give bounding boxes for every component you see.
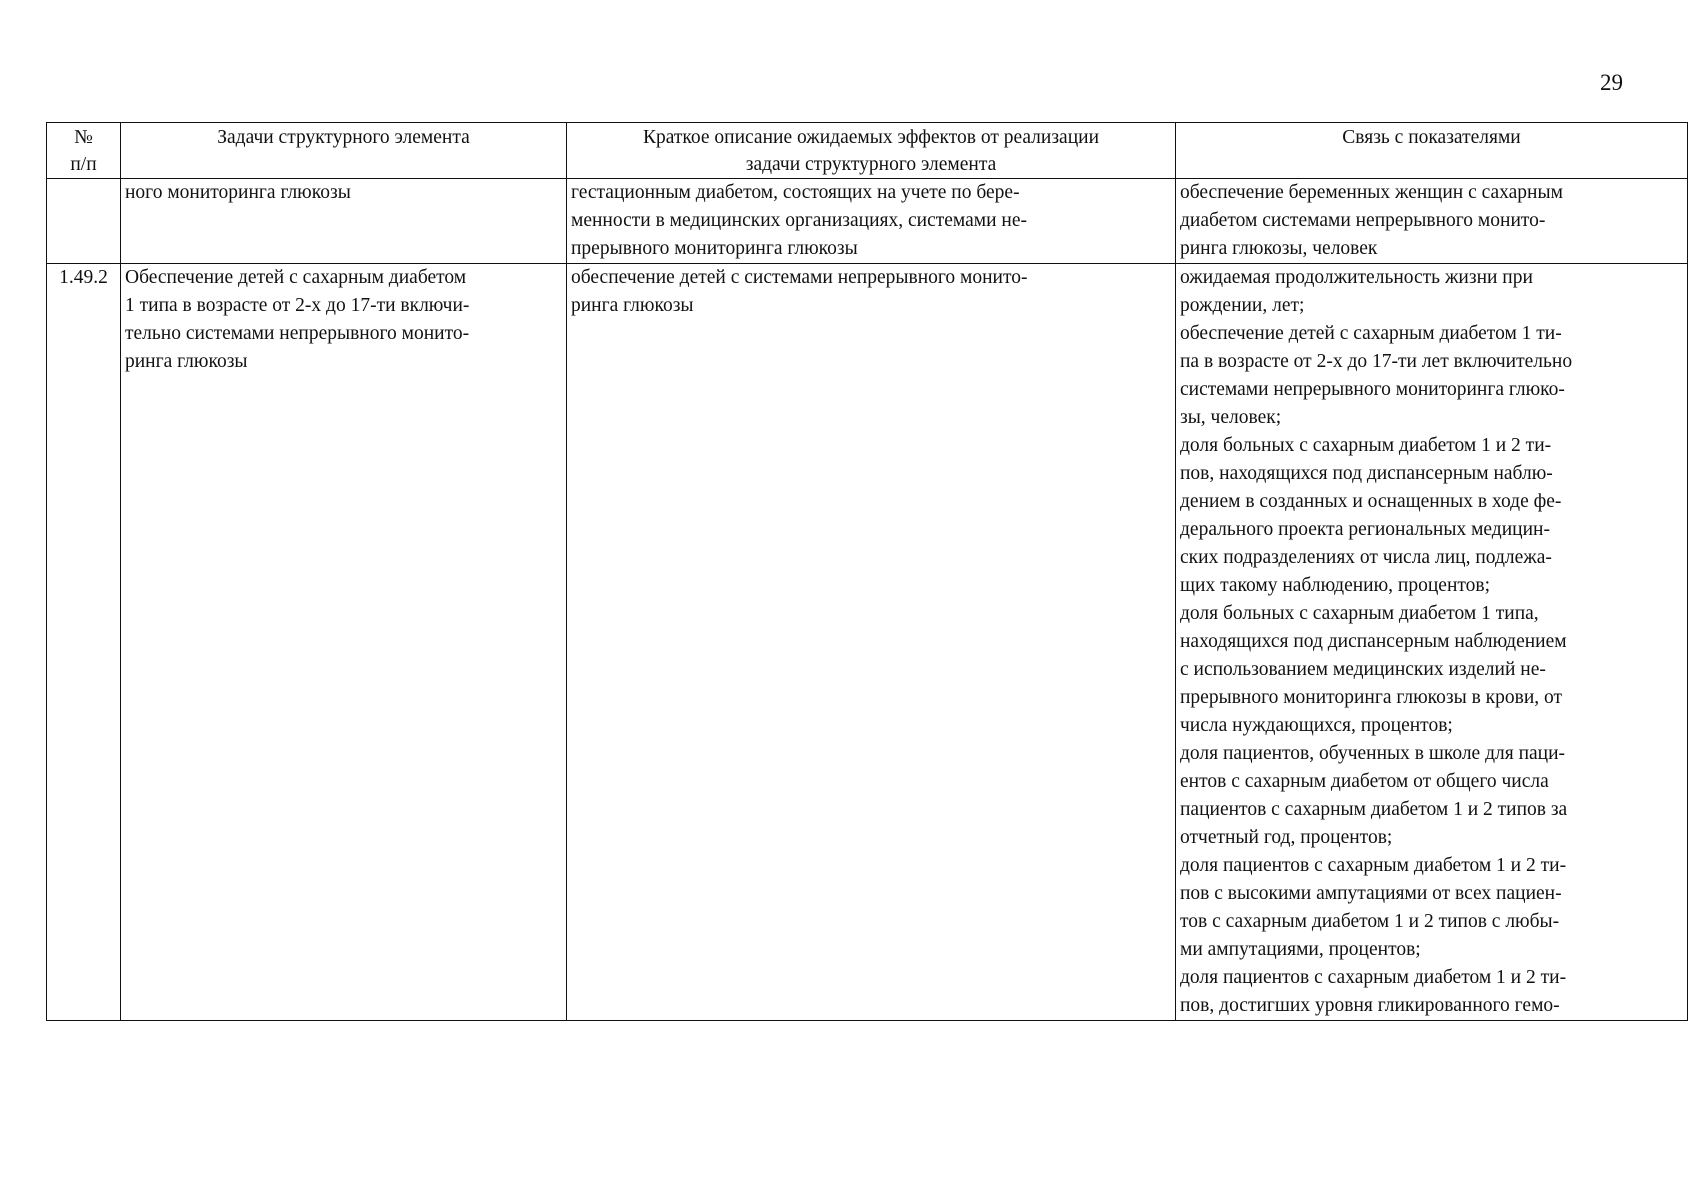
- cell-text-line: тов с сахарным диабетом 1 и 2 типов с любы-: [1180, 911, 1560, 932]
- header-tasks: [121, 123, 567, 179]
- cell-text-line: ских подразделениях от числа лиц, подлежа-: [1180, 547, 1552, 568]
- cell-text-line: обеспечение детей с сахарным диабетом 1 ти-: [1180, 323, 1562, 344]
- cell-text-line: пов, находящихся под диспансерным наблю-: [1180, 463, 1553, 484]
- cell-text-line: доля больных с сахарным диабетом 1 типа,: [1180, 603, 1539, 624]
- cell-text-line: Задачи структурного элемента: [217, 127, 470, 148]
- cell-text-line: прерывного мониторинга глюкозы: [571, 238, 858, 259]
- cell-text-line: задачи структурного элемента: [745, 154, 997, 175]
- row-number-cell: 1.49.2: [47, 264, 121, 1021]
- cell-text-line: дерального проекта региональных медицин-: [1180, 519, 1550, 540]
- cell-text-line: доля пациентов с сахарным диабетом 1 и 2 ти-: [1180, 967, 1567, 988]
- cell-text-line: пов с высокими ампутациями от всех пациен-: [1180, 883, 1562, 904]
- description-cell: [567, 179, 1176, 264]
- structural-element-table: [46, 122, 1688, 1021]
- cell-text-line: ринга глюкозы, человек: [1180, 238, 1378, 259]
- cell-text-line: обеспечение беременных женщин с сахарным: [1180, 182, 1563, 203]
- cell-text-line: доля больных с сахарным диабетом 1 и 2 ти-: [1180, 435, 1552, 456]
- task-cell: [121, 264, 567, 1021]
- header-number: [47, 123, 121, 179]
- cell-text-line: доля пациентов, обученных в школе для паци-: [1180, 743, 1566, 764]
- cell-text-line: числа нуждающихся, процентов;: [1180, 715, 1453, 736]
- cell-text-line: ринга глюкозы: [571, 295, 694, 316]
- cell-text-line: находящихся под диспансерным наблюдением: [1180, 631, 1567, 652]
- cell-text-line: системами непрерывного мониторинга глюко-: [1180, 379, 1565, 400]
- cell-text-line: с использованием медицинских изделий не-: [1180, 659, 1546, 680]
- cell-text-line: Обеспечение детей с сахарным диабетом: [125, 267, 467, 288]
- page-number: 29: [1600, 70, 1623, 95]
- header-description: [567, 123, 1176, 179]
- cell-text-line: пов, достигших уровня гликированного гемо-: [1180, 995, 1560, 1016]
- indicators-cell: [1176, 264, 1688, 1021]
- cell-text-line: прерывного мониторинга глюкозы в крови, от: [1180, 687, 1563, 708]
- cell-text-line: рождении, лет;: [1180, 295, 1305, 316]
- cell-text-line: дением в созданных и оснащенных в ходе фе-: [1180, 491, 1562, 512]
- cell-text-line: обеспечение детей с системами непрерывного монито-: [571, 267, 1028, 288]
- cell-text-line: ентов с сахарным диабетом от общего числа: [1180, 771, 1549, 792]
- indicators-cell: [1176, 179, 1688, 264]
- cell-text-line: гестационным диабетом, состоящих на учете по бере-: [571, 182, 1020, 203]
- cell-text-line: 1 типа в возрасте от 2-х до 17-ти включи-: [125, 295, 470, 316]
- cell-text-line: зы, человек;: [1180, 407, 1282, 428]
- cell-text-line: ми ампутациями, процентов;: [1180, 939, 1421, 960]
- cell-text-line: ожидаемая продолжительность жизни при: [1180, 267, 1533, 288]
- cell-text-line: отчетный год, процентов;: [1180, 827, 1393, 848]
- cell-text-line: Связь с показателями: [1342, 127, 1521, 148]
- table-row: [47, 179, 1688, 264]
- cell-text-line: пациентов с сахарным диабетом 1 и 2 типов за: [1180, 799, 1568, 820]
- table-row: [47, 264, 1688, 1021]
- cell-text-line: п/п: [70, 154, 97, 175]
- description-cell: [567, 264, 1176, 1021]
- row-number-cell: [47, 179, 121, 264]
- header-indicators: [1176, 123, 1688, 179]
- cell-text-line: менности в медицинских организациях, системами не-: [571, 210, 1028, 231]
- cell-text-line: доля пациентов с сахарным диабетом 1 и 2 ти-: [1180, 855, 1567, 876]
- cell-text-line: па в возрасте от 2-х до 17-ти лет включительно: [1180, 351, 1573, 372]
- cell-text-line: №: [74, 127, 93, 148]
- cell-text-line: тельно системами непрерывного монито-: [125, 323, 470, 344]
- table-header-row: [47, 123, 1688, 179]
- task-cell: [121, 179, 567, 264]
- cell-text-line: щих такому наблюдению, процентов;: [1180, 575, 1491, 596]
- cell-text-line: диабетом системами непрерывного монито-: [1180, 210, 1546, 231]
- cell-text-line: Краткое описание ожидаемых эффектов от реализации: [642, 127, 1100, 148]
- cell-text-line: ринга глюкозы: [125, 351, 248, 372]
- cell-text-line: ного мониторинга глюкозы: [125, 182, 351, 203]
